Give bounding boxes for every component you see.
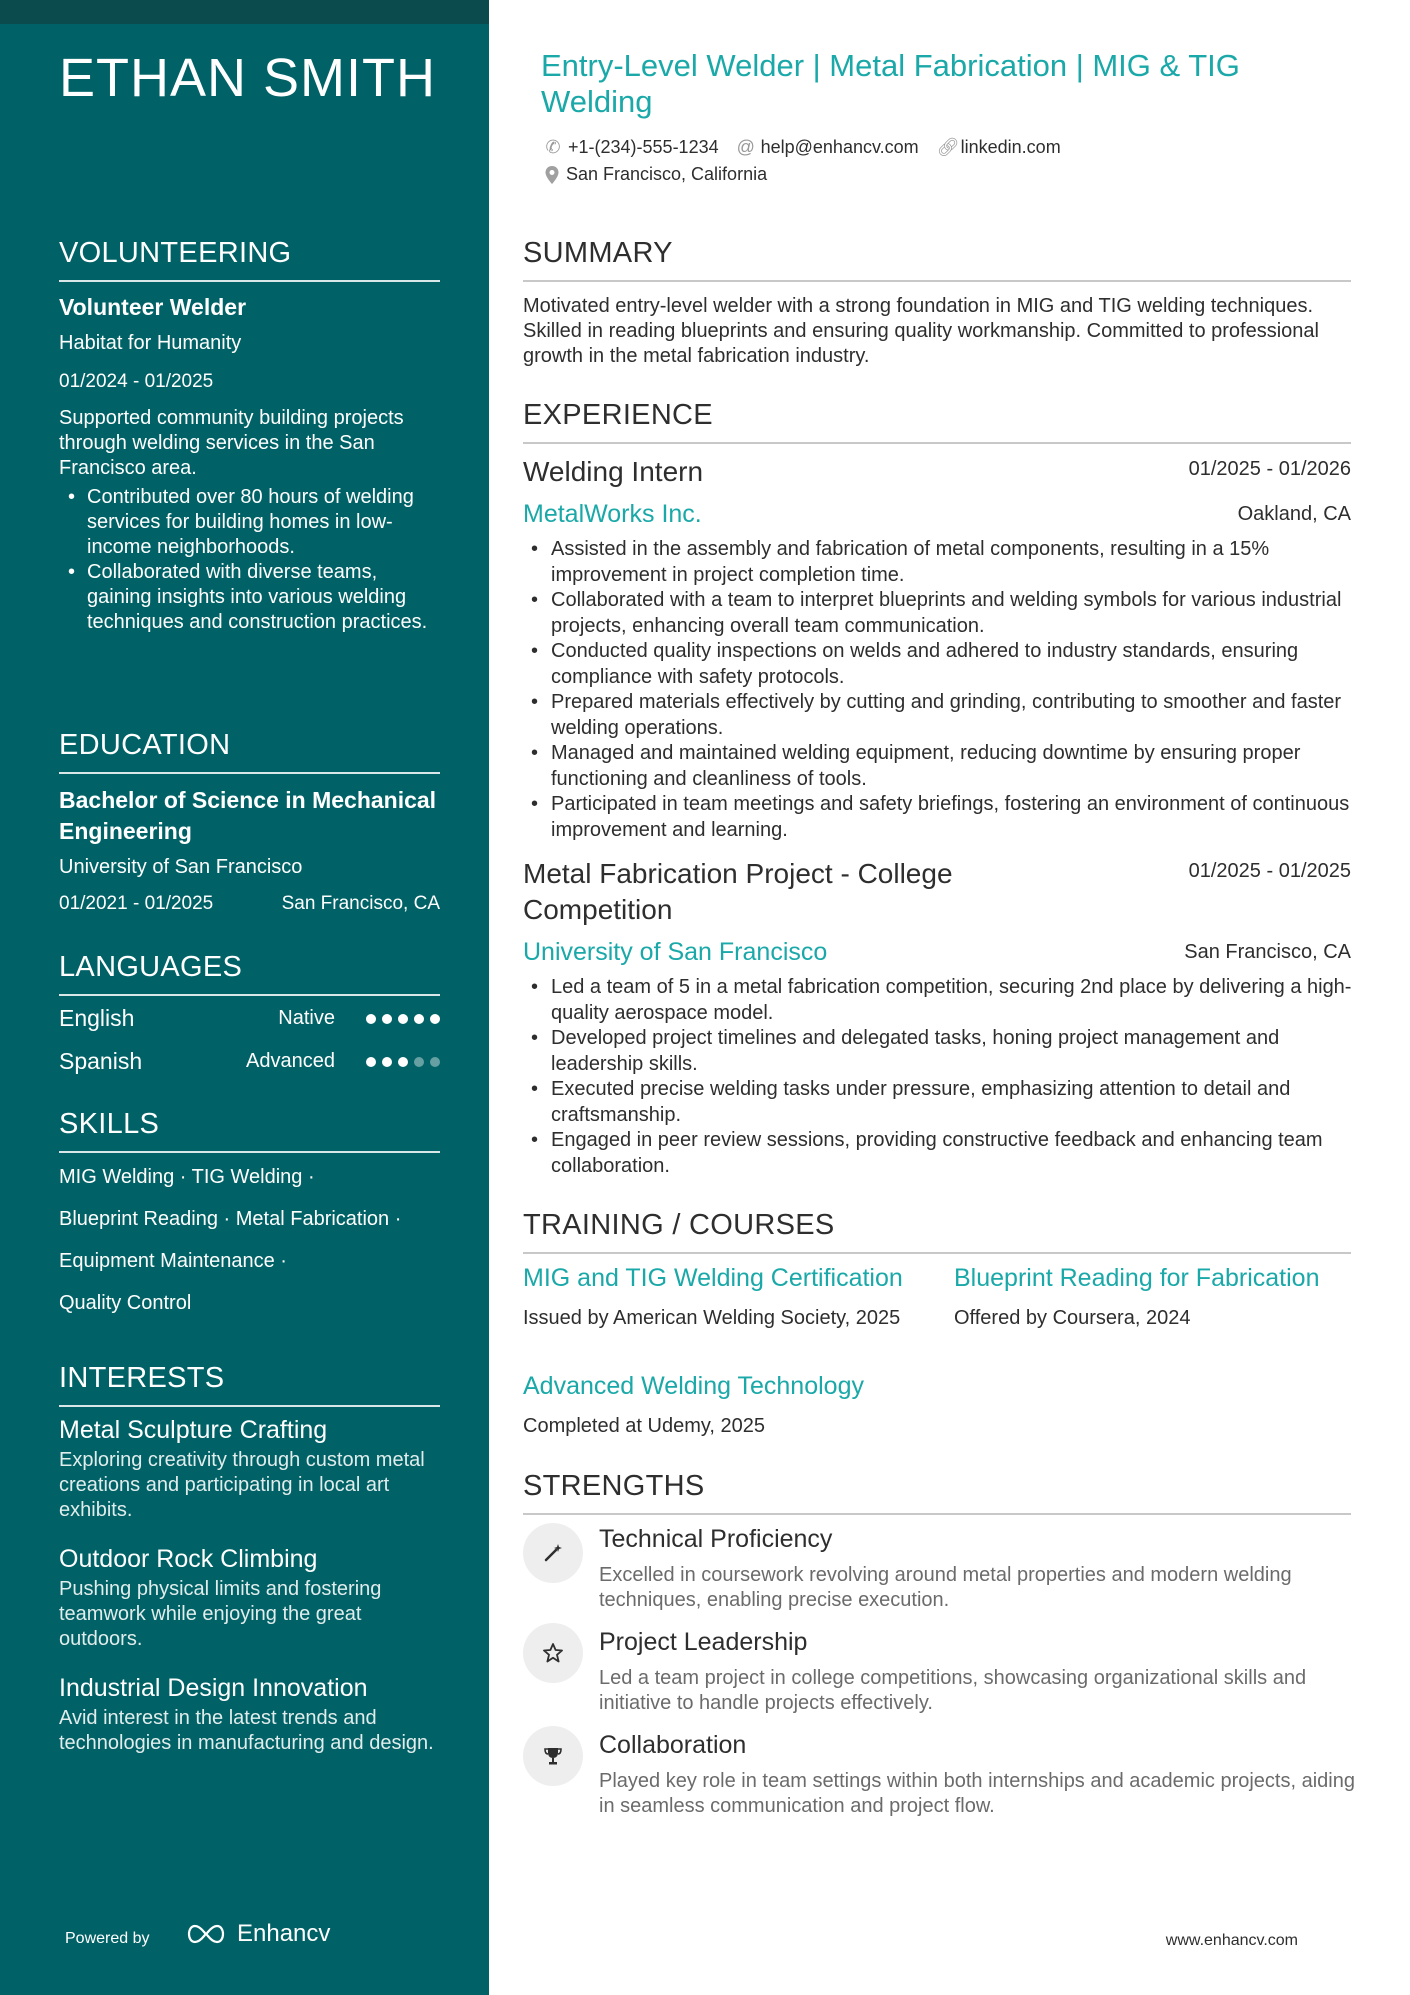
course-description: Completed at Udemy, 2025 [523, 1415, 765, 1437]
language-rating [366, 1057, 440, 1067]
school: University of San Francisco [59, 856, 303, 878]
language-name: Spanish [59, 1048, 143, 1074]
skills-heading: SKILLS [59, 1107, 440, 1153]
interest-title: Metal Sculpture Crafting [59, 1416, 328, 1444]
training-heading: TRAINING / COURSES [523, 1208, 1351, 1254]
contact-linkedin[interactable] [937, 137, 1061, 158]
job-bullets [523, 975, 1353, 1179]
volunteer-dates: 01/2024 - 01/2025 [59, 371, 214, 392]
list-item: • Collaborated with a team to interpret blueprints and welding symbols for various industrial projects, enhancing overall team communication. [523, 588, 1353, 639]
volunteer-org: Habitat for Humanity [59, 332, 242, 354]
strength-description: Played key role in team settings within both internships and academic projects, aiding in seamless communication and project flow. [599, 1770, 1355, 1817]
interests-heading: INTERESTS [59, 1361, 440, 1407]
strength-description: Excelled in coursework revolving around metal properties and modern welding techniques, enabling precise execution. [599, 1564, 1292, 1611]
language-row [59, 1048, 440, 1080]
link-icon: 🔗︎ [936, 137, 960, 157]
interest-item [59, 1543, 440, 1652]
job-title: Metal Fabrication Project - College Competition [523, 858, 953, 925]
language-row [59, 1005, 440, 1037]
course-description: Offered by Coursera, 2024 [954, 1307, 1191, 1329]
list-item: • Assisted in the assembly and fabrication of metal components, resulting in a 15% improvement in project completion time. [523, 537, 1353, 588]
skills-line: Blueprint Reading · Metal Fabrication · [59, 1208, 402, 1230]
list-item: • Executed precise welding tasks under pressure, emphasizing attention to detail and craftsmanship. [523, 1077, 1353, 1128]
interest-item [59, 1414, 440, 1523]
degree: Bachelor of Science in Mechanical Engineering [59, 787, 437, 844]
course-title: Advanced Welding Technology [523, 1372, 864, 1400]
linkedin-text: linkedin.com [960, 137, 1061, 157]
website-link[interactable]: www.enhancv.com [1165, 1932, 1298, 1949]
interest-title: Outdoor Rock Climbing [59, 1545, 318, 1573]
phone-text: +1-(234)-555-1234 [568, 137, 719, 157]
strength-title: Technical Proficiency [599, 1525, 833, 1553]
contact-row [544, 137, 1061, 158]
skills-line: Quality Control [59, 1292, 192, 1314]
job-dates: 01/2025 - 01/2025 [1188, 860, 1351, 882]
company-name: MetalWorks Inc. [523, 500, 702, 528]
job-title: Welding Intern [523, 456, 704, 487]
contact-row-location [544, 164, 767, 185]
interest-description: Avid interest in the latest trends and technologies in manufacturing and design. [59, 1707, 434, 1754]
powered-by-label: Powered by [65, 1930, 150, 1947]
infinity-logo-icon [183, 1922, 229, 1946]
summary-text: Motivated entry-level welder with a strong foundation in MIG and TIG welding techniques. Skilled in reading blueprints and ensuring quality workmanship. Committed to professional growth in the metal fabrication industry. [523, 295, 1319, 367]
skills-line: MIG Welding · TIG Welding · [59, 1166, 315, 1188]
company-name: University of San Francisco [523, 938, 828, 966]
education-meta [59, 893, 440, 918]
sidebar [0, 0, 489, 1995]
list-item: • Conducted quality inspections on welds and adhered to industry standards, ensuring compliance with safety protocols. [523, 639, 1353, 690]
candidate-name: ETHAN SMITH [59, 48, 437, 108]
language-level: Native [278, 1007, 335, 1029]
education-location: San Francisco, CA [281, 893, 440, 914]
strength-title: Project Leadership [599, 1628, 808, 1656]
list-item: • Engaged in peer review sessions, providing constructive feedback and enhancing team collaboration. [523, 1128, 1353, 1179]
course-title: Blueprint Reading for Fabrication [954, 1264, 1320, 1292]
volunteer-role: Volunteer Welder [59, 294, 247, 320]
education-dates: 01/2021 - 01/2025 [59, 893, 214, 914]
sidebar-top-bar [0, 0, 489, 24]
volunteering-entry [59, 292, 440, 635]
strength-description: Led a team project in college competitions, showcasing organizational skills and initiative to handle projects effectively. [599, 1667, 1307, 1714]
rating-dot [382, 1057, 392, 1067]
job-bullets [523, 537, 1353, 843]
rating-dot [398, 1014, 408, 1024]
list-item: • Led a team of 5 in a metal fabrication competition, securing 2nd place by delivering a high-quality aerospace model. [523, 975, 1353, 1026]
enhancv-logo[interactable] [183, 1920, 330, 1948]
job-location: Oakland, CA [1237, 503, 1351, 525]
star-icon [523, 1623, 583, 1683]
volunteer-description: Supported community building projects through welding services in the San Francisco area. [59, 407, 404, 479]
list-item: • Prepared materials effectively by cutting and grinding, contributing to smoother and faster welding operations. [523, 690, 1353, 741]
location-pin-icon [544, 165, 560, 185]
interest-item [59, 1672, 440, 1756]
trophy-glyph [541, 1744, 565, 1768]
phone-icon: ✆ [545, 137, 561, 157]
trophy-icon [523, 1726, 583, 1786]
headline: Entry-Level Welder | Metal Fabrication | MIG & TIG Welding [541, 48, 1240, 119]
location-text: San Francisco, California [566, 164, 768, 184]
star-glyph [541, 1641, 565, 1665]
at-sign-icon: @ [736, 137, 755, 157]
contact-phone[interactable] [544, 137, 719, 158]
job-dates: 01/2025 - 01/2026 [1188, 458, 1351, 480]
list-item: • Collaborated with diverse teams, gaining insights into various welding techniques and construction practices. [59, 560, 440, 635]
contact-location [544, 164, 767, 185]
rating-dot [414, 1014, 424, 1024]
rating-dot [366, 1014, 376, 1024]
list-item: • Developed project timelines and delegated tasks, honing project management and leadership skills. [523, 1026, 1353, 1077]
course-title: MIG and TIG Welding Certification [523, 1264, 903, 1292]
list-item: • Contributed over 80 hours of welding services for building homes in low-income neighborhoods. [59, 485, 440, 560]
rating-dot [382, 1014, 392, 1024]
job-location: San Francisco, CA [1184, 941, 1351, 963]
rating-dot [430, 1014, 440, 1024]
volunteer-bullets [59, 485, 440, 635]
experience-heading: EXPERIENCE [523, 398, 1351, 444]
languages-heading: LANGUAGES [59, 950, 440, 996]
email-text: help@enhancv.com [760, 137, 919, 157]
magic-wand-icon [523, 1523, 583, 1583]
course-description: Issued by American Welding Society, 2025 [523, 1307, 901, 1329]
language-name: English [59, 1005, 135, 1031]
rating-dot [430, 1057, 440, 1067]
contact-email[interactable] [737, 137, 919, 158]
interest-description: Exploring creativity through custom metal creations and participating in local art exhibits. [59, 1449, 425, 1521]
rating-dot [366, 1057, 376, 1067]
interest-description: Pushing physical limits and fostering teamwork while enjoying the great outdoors. [59, 1578, 382, 1650]
strengths-heading: STRENGTHS [523, 1469, 1351, 1515]
language-level: Advanced [246, 1050, 335, 1072]
education-heading: EDUCATION [59, 728, 440, 774]
summary-heading: SUMMARY [523, 236, 1351, 282]
interest-title: Industrial Design Innovation [59, 1674, 368, 1702]
language-rating [366, 1014, 440, 1024]
main-content [489, 0, 1410, 1995]
skills-line: Equipment Maintenance · [59, 1250, 287, 1272]
education-entry [59, 785, 440, 918]
rating-dot [414, 1057, 424, 1067]
rating-dot [398, 1057, 408, 1067]
list-item: • Managed and maintained welding equipment, reducing downtime by ensuring proper functioning and cleanliness of tools. [523, 741, 1353, 792]
brand-name: Enhancv [237, 1920, 331, 1947]
list-item: • Participated in team meetings and safety briefings, fostering an environment of continuous improvement and learning. [523, 792, 1353, 843]
volunteering-heading: VOLUNTEERING [59, 236, 440, 282]
magic-wand-glyph [541, 1541, 565, 1565]
strength-title: Collaboration [599, 1731, 747, 1759]
